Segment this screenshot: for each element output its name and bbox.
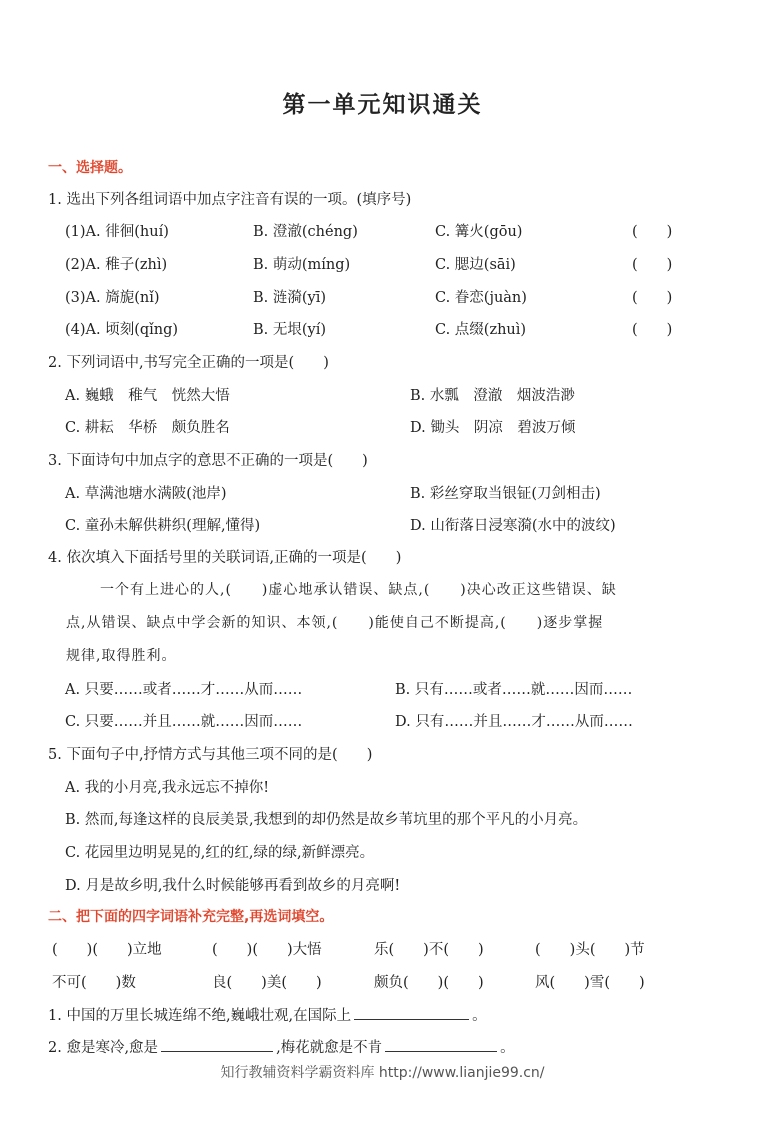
q1-row3-option-b: B. 涟漪(yī) xyxy=(253,290,327,306)
q4-options-row1 xyxy=(65,678,705,698)
q3-stem: 3. 下面诗句中加点字的意思不正确的一项是( ) xyxy=(48,453,368,469)
fill-sentence-2 xyxy=(48,1036,515,1057)
q5-option-c: C. 花园里边明晃晃的,红的红,绿的绿,新鲜漂亮。 xyxy=(65,845,375,861)
q1-row4-option-b: B. 无垠(yí) xyxy=(253,322,327,338)
idiom-1: ( )( )立地 xyxy=(52,942,162,958)
idiom-2: ( )( )大悟 xyxy=(212,942,322,958)
q1-row-4 xyxy=(65,318,705,338)
q4-passage-line1: 一个有上进心的人,( )虚心地承认错误、缺点,( )决心改正这些错误、缺 xyxy=(100,582,617,598)
q5-option-b: B. 然而,每逢这样的良辰美景,我想到的却仍然是故乡苇坑里的那个平凡的小月亮。 xyxy=(65,812,588,828)
q1-row2-answer-paren: ( ) xyxy=(632,257,673,273)
footer-watermark: 知行教辅资料学霸资料库 http://www.lianjie99.cn/ xyxy=(220,1065,545,1081)
fill1-end: 。 xyxy=(472,1008,487,1024)
q1-row-3 xyxy=(65,286,705,306)
q3-option-d: D. 山衔落日浸寒漪(水中的波纹) xyxy=(410,518,616,534)
q1-row-1 xyxy=(65,220,705,240)
fill2-text: 2. 愈是寒冷,愈是 xyxy=(48,1040,159,1056)
q2-options-row2 xyxy=(65,416,705,436)
idiom-4: ( )头( )节 xyxy=(535,942,645,958)
q3-options-row1 xyxy=(65,482,705,502)
q4-option-b: B. 只有……或者……就……因而…… xyxy=(395,682,633,698)
idiom-7: 颇负( )( ) xyxy=(374,975,484,991)
idiom-row-1 xyxy=(52,938,712,958)
q4-option-a: A. 只要……或者……才……从而…… xyxy=(65,682,303,698)
idiom-5: 不可( )数 xyxy=(52,975,136,991)
q3-option-b: B. 彩丝穿取当银钲(刀剑相击) xyxy=(410,486,601,502)
q4-option-c: C. 只要……并且……就……因而…… xyxy=(65,714,303,730)
fill2-mid-text: ,梅花就愈是不肯 xyxy=(276,1040,383,1056)
q4-passage-line3: 规律,取得胜利。 xyxy=(66,648,177,664)
idiom-3: 乐( )不( ) xyxy=(374,942,484,958)
fill1-blank[interactable] xyxy=(354,1005,469,1020)
page-title: 第一单元知识通关 xyxy=(282,91,483,118)
q4-options-row2 xyxy=(65,710,705,730)
q5-stem: 5. 下面句子中,抒情方式与其他三项不同的是( ) xyxy=(48,747,373,763)
q1-row-2 xyxy=(65,253,705,273)
q2-options-row1 xyxy=(65,384,705,404)
fill2-end: 。 xyxy=(500,1040,515,1056)
q2-stem: 2. 下列词语中,书写完全正确的一项是( ) xyxy=(48,355,329,371)
q2-option-c: C. 耕耘 华桥 颇负胜名 xyxy=(65,420,230,436)
q1-row1-option-b: B. 澄澈(chéng) xyxy=(253,224,358,240)
idiom-row-2 xyxy=(52,971,712,991)
section2-heading: 二、把下面的四字词语补充完整,再选词填空。 xyxy=(48,909,334,925)
q1-row1-option-a: (1)A. 徘徊(huí) xyxy=(65,224,169,240)
q2-option-a: A. 巍蛾 稚气 恍然大悟 xyxy=(65,388,230,404)
q1-row4-option-a: (4)A. 顷刻(qǐng) xyxy=(65,322,179,338)
q2-option-d: D. 锄头 阴凉 碧波万倾 xyxy=(410,420,576,436)
q1-row2-option-c: C. 腮边(sāi) xyxy=(435,257,516,273)
fill2-blank-1[interactable] xyxy=(161,1037,273,1052)
q1-row1-option-c: C. 篝火(gōu) xyxy=(435,224,523,240)
q3-options-row2 xyxy=(65,514,705,534)
q4-passage-line2: 点,从错误、缺点中学会新的知识、本领,( )能使自己不断提高,( )逐步掌握 xyxy=(66,615,604,631)
fill2-blank-2[interactable] xyxy=(385,1037,497,1052)
q1-row1-answer-paren: ( ) xyxy=(632,224,673,240)
q1-row4-answer-paren: ( ) xyxy=(632,322,673,338)
q4-option-d: D. 只有……并且……才……从而…… xyxy=(395,714,633,730)
fill-sentence-1 xyxy=(48,1004,487,1025)
fill1-text: 1. 中国的万里长城连绵不绝,巍峨壮观,在国际上 xyxy=(48,1008,352,1024)
q5-option-d: D. 月是故乡明,我什么时候能够再看到故乡的月亮啊! xyxy=(65,878,401,894)
q2-option-b: B. 水瓢 澄澈 烟波浩渺 xyxy=(410,388,575,404)
q3-option-c: C. 童孙未解供耕织(理解,懂得) xyxy=(65,518,261,534)
q1-row3-option-a: (3)A. 旖旎(nǐ) xyxy=(65,290,160,306)
idiom-6: 良( )美( ) xyxy=(212,975,322,991)
q4-stem: 4. 依次填入下面括号里的关联词语,正确的一项是( ) xyxy=(48,550,402,566)
q1-stem: 1. 选出下列各组词语中加点字注音有误的一项。(填序号) xyxy=(48,192,412,208)
idiom-8: 风( )雪( ) xyxy=(535,975,645,991)
q1-row3-option-c: C. 眷恋(juàn) xyxy=(435,290,527,306)
q1-row2-option-b: B. 萌动(míng) xyxy=(253,257,351,273)
q5-option-a: A. 我的小月亮,我永远忘不掉你! xyxy=(65,780,270,796)
q1-row2-option-a: (2)A. 稚子(zhì) xyxy=(65,257,168,273)
section1-heading: 一、选择题。 xyxy=(48,160,132,176)
q3-option-a: A. 草满池塘水满陂(池岸) xyxy=(65,486,227,502)
q1-row3-answer-paren: ( ) xyxy=(632,290,673,306)
q1-row4-option-c: C. 点缀(zhuì) xyxy=(435,322,527,338)
